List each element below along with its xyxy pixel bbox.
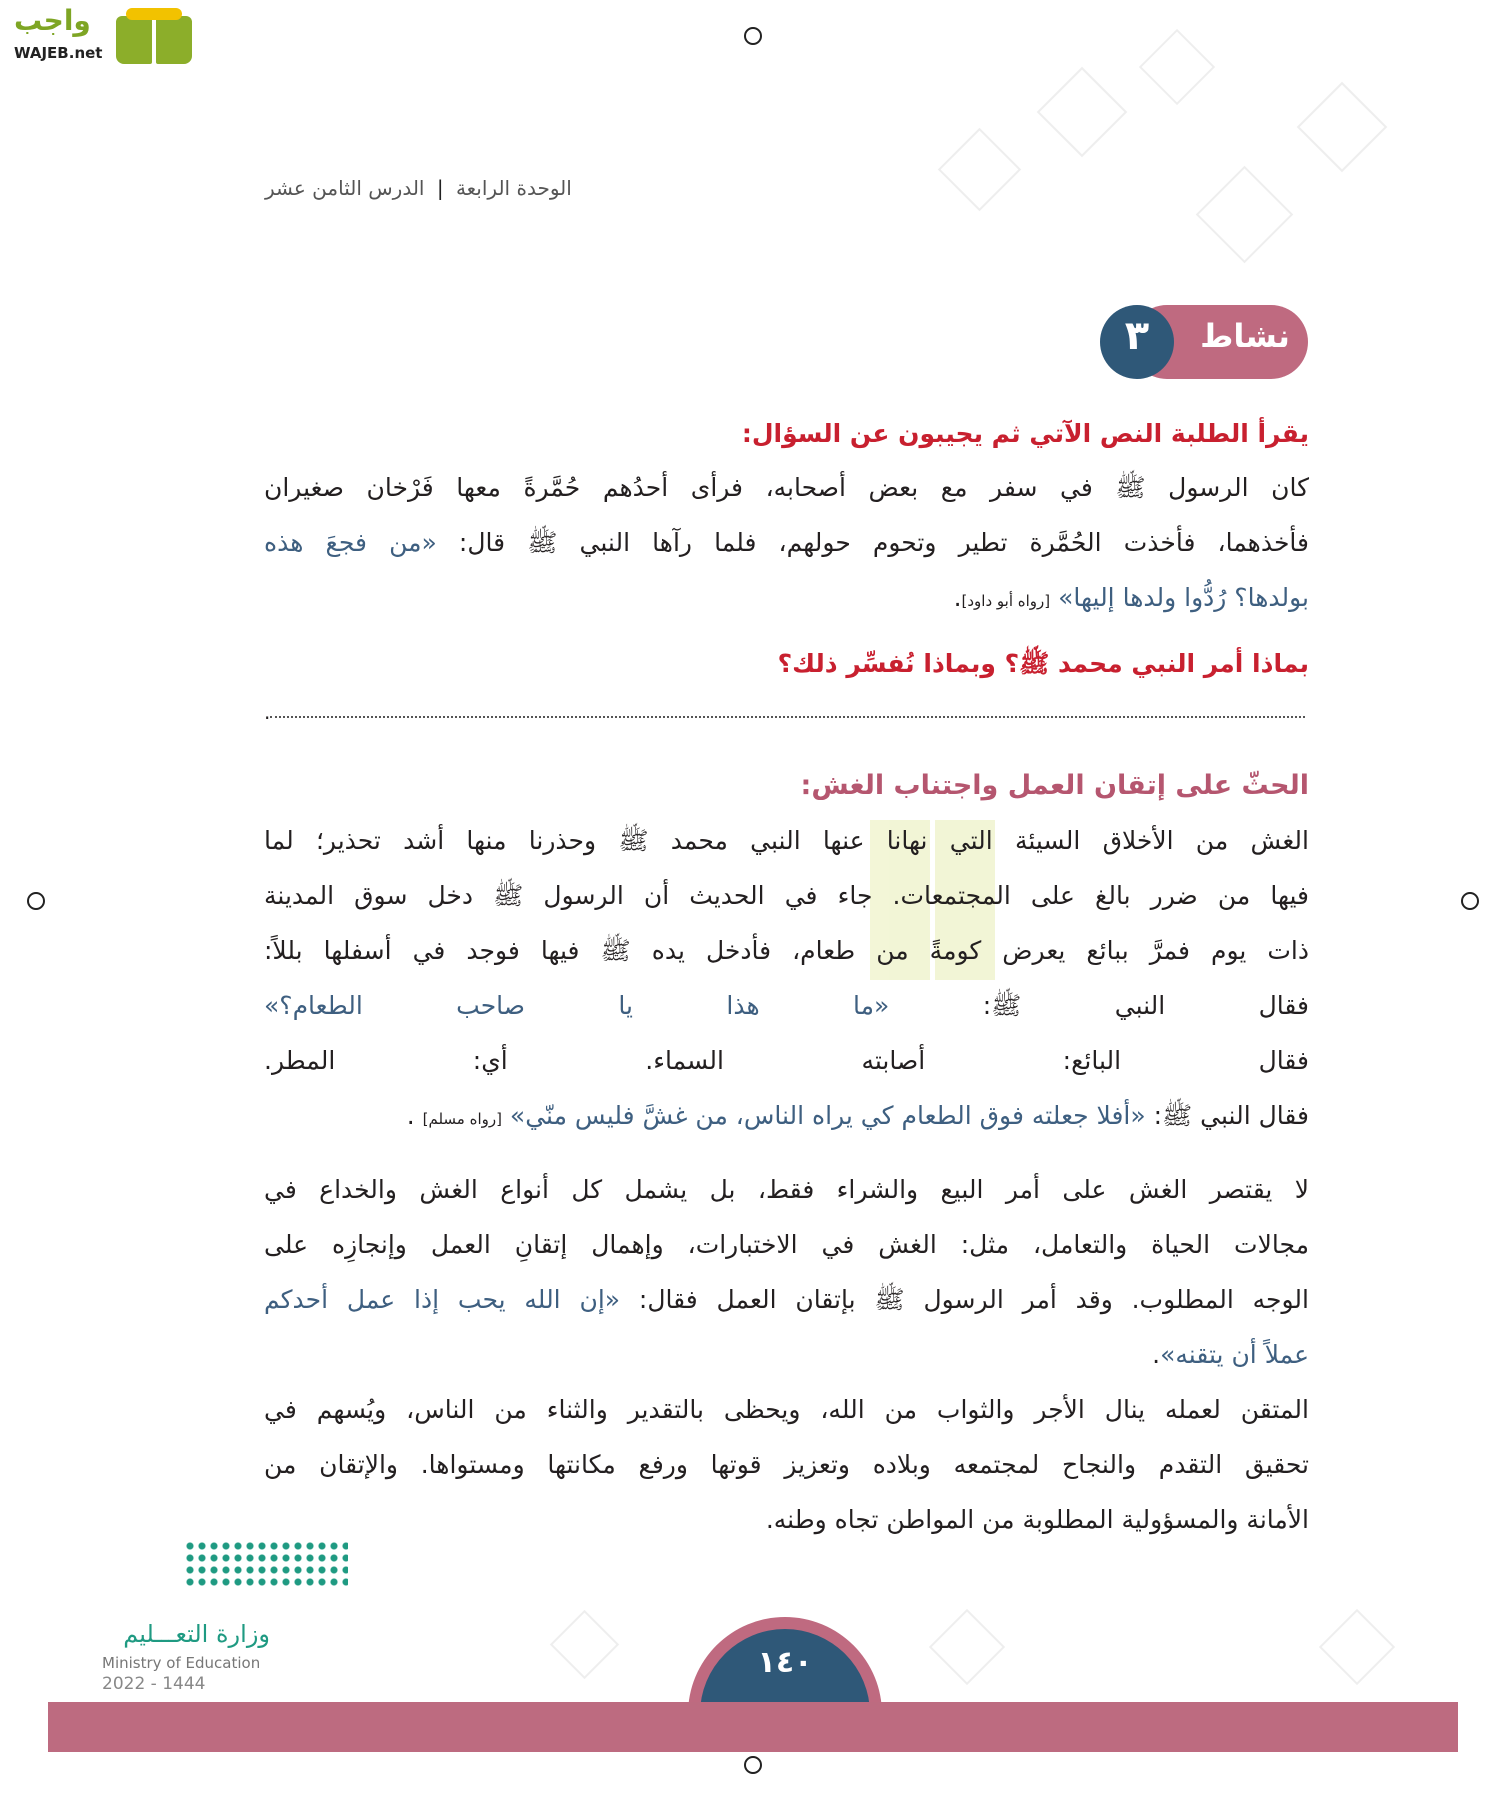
- text-segment: ذات يوم فمرَّ ببائع يعرض كومةً من طعام، فأدخل يده ﷺ فيها فوجد في أسفلها بللاً:: [264, 936, 1309, 965]
- text-line: [264, 876, 1309, 916]
- text-segment: .: [1152, 1340, 1161, 1369]
- ministry-name-english: Ministry of Education: [102, 1654, 261, 1672]
- text-segment: تحقيق التقدم والنجاح لمجتمعه وبلاده وتعزيز قوتها ورفع مكانتها ومستواها. والإتقان من: [264, 1450, 1309, 1479]
- activity-number: ٣: [1124, 313, 1150, 359]
- text-line: [264, 578, 1309, 618]
- activity-instruction: يقرأ الطلبة النص الآتي ثم يجيبون عن السؤال:: [741, 419, 1309, 448]
- registration-mark-icon: [27, 892, 45, 910]
- text-line: [264, 1335, 1309, 1375]
- hadith-quote: «إن الله يحب إذا عمل أحدكم: [264, 1285, 621, 1314]
- text-line: [264, 1225, 1309, 1265]
- hadith-quote: عملاً أن يتقنه»: [1160, 1340, 1309, 1369]
- decorative-pattern: [550, 1610, 619, 1679]
- lesson-label: الدرس الثامن عشر: [265, 176, 425, 200]
- text-line: [264, 523, 1309, 563]
- text-line: [264, 1500, 1309, 1540]
- section-heading: الحثّ على إتقان العمل واجتناب الغش:: [800, 770, 1309, 801]
- text-segment: الوجه المطلوب. وقد أمر الرسول ﷺ بإتقان العمل فقال:: [620, 1285, 1309, 1314]
- text-line: [264, 1445, 1309, 1485]
- text-line: [264, 821, 1309, 861]
- book-icon: [116, 8, 194, 66]
- footer-band: [48, 1702, 1458, 1752]
- text-segment: فقال النبي ﷺ:: [889, 991, 1309, 1020]
- activity-label: نشاط: [1200, 317, 1290, 355]
- registration-mark-icon: [744, 27, 762, 45]
- ministry-name-arabic: وزارة التعـــليم: [123, 1620, 270, 1648]
- ministry-emblem-icon: [184, 1540, 348, 1590]
- text-line: [264, 986, 1309, 1026]
- text-segment: الغش من الأخلاق السيئة التي نهانا عنها النبي محمد ﷺ وحذرنا منها أشد تحذير؛ لما: [264, 826, 1309, 855]
- lesson-breadcrumb: [265, 176, 572, 200]
- decorative-pattern: [1037, 67, 1128, 158]
- hadith-quote: بولدها؟ رُدُّوا ولدها إليها»: [1050, 583, 1309, 612]
- answer-line-end: .: [264, 700, 271, 724]
- text-line: [264, 1280, 1309, 1320]
- text-line: [264, 1041, 1309, 1081]
- registration-mark-icon: [1461, 892, 1479, 910]
- registration-mark-icon: [744, 1756, 762, 1774]
- decorative-pattern: [1319, 1609, 1395, 1685]
- decorative-pattern: [938, 128, 1021, 211]
- decorative-pattern: [1196, 166, 1294, 264]
- hadith-source: [رواه أبو داود]: [961, 592, 1051, 610]
- edition-year: 2022 - 1444: [102, 1674, 206, 1694]
- breadcrumb-separator: |: [436, 176, 444, 200]
- unit-label: الوحدة الرابعة: [455, 176, 572, 200]
- logo-english-text: WAJEB.net: [14, 44, 103, 62]
- text-line: [264, 931, 1309, 971]
- decorative-pattern: [1297, 82, 1388, 173]
- text-segment: لا يقتصر الغش على أمر البيع والشراء فقط، بل يشمل كل أنواع الغش والخداع في: [264, 1175, 1309, 1204]
- text-segment: كان الرسول ﷺ في سفر مع بعض أصحابه، فرأى أحدُهم حُمَّرةً معها فَرْخان صغيران: [264, 473, 1309, 502]
- text-segment: الأمانة والمسؤولية المطلوبة من المواطن تجاه وطنه.: [765, 1505, 1309, 1534]
- activity-question: بماذا أمر النبي محمد ﷺ؟ وبماذا نُفسِّر ذلك؟: [777, 649, 1309, 678]
- activity-badge: [1100, 305, 1308, 379]
- text-line: [264, 1390, 1309, 1430]
- wajeb-logo: [8, 4, 188, 66]
- hadith-quote: «أفلا جعلته فوق الطعام كي يراه الناس، من غشَّ فليس منّي»: [501, 1101, 1146, 1130]
- text-segment: مجالات الحياة والتعامل، مثل: الغش في الاختبارات، وإهمال إتقانِ العمل وإنجازِه على: [264, 1230, 1309, 1259]
- decorative-pattern: [929, 1609, 1005, 1685]
- page-number: ١٤٠: [757, 1645, 813, 1680]
- text-segment: فقال البائع: أصابته السماء. أي: المطر.: [264, 1046, 1309, 1075]
- text-segment: .: [406, 1101, 423, 1130]
- text-segment: فأخذهما، فأخذت الحُمَّرة تطير وتحوم حولهم، فلما رآها النبي ﷺ قال:: [436, 528, 1309, 557]
- logo-arabic-text: واجب: [14, 4, 91, 37]
- answer-line[interactable]: [270, 716, 1305, 718]
- text-line: [264, 1170, 1309, 1210]
- text-segment: المتقن لعمله ينال الأجر والثواب من الله، ويحظى بالتقدير والثناء من الناس، ويُسهم في: [264, 1395, 1309, 1424]
- hadith-quote: «ما هذا يا صاحب الطعام؟»: [264, 991, 890, 1020]
- text-line: [264, 1096, 1309, 1136]
- decorative-pattern: [1139, 29, 1215, 105]
- hadith-quote: «من فجعَ هذه: [264, 528, 437, 557]
- text-line: [264, 468, 1309, 508]
- text-segment: فقال النبي ﷺ:: [1145, 1101, 1309, 1130]
- hadith-source: [رواه مسلم]: [422, 1110, 502, 1128]
- text-segment: .: [953, 583, 962, 612]
- text-segment: فيها من ضرر بالغ على المجتمعات. جاء في الحديث أن الرسول ﷺ دخل سوق المدينة: [264, 881, 1309, 910]
